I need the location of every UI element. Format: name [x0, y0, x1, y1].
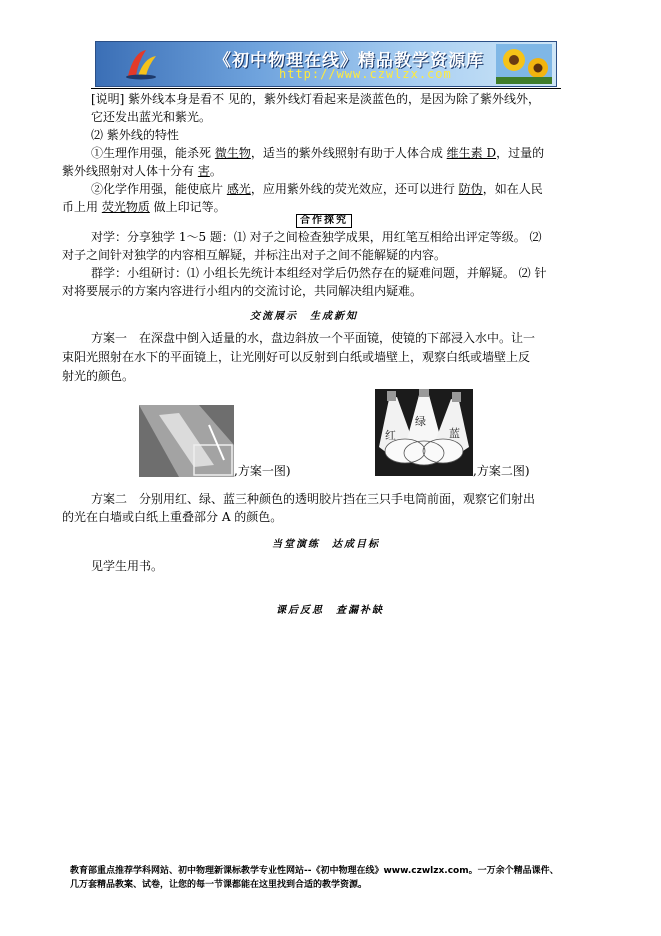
plan1-line-3: 射光的颜色。: [62, 369, 135, 383]
text-run: ，应用紫外线的荧光效应，还可以进行: [250, 182, 459, 196]
physiology-line-1: [91, 145, 544, 162]
text-run: ①生理作用强，能杀死: [91, 146, 215, 160]
duixue-line-2: 对子之间针对独学的内容相互解疑，并标注出对子之间不能解疑的内容。: [62, 248, 447, 262]
section-heading-reflection: 课后反思 查漏补缺: [276, 605, 384, 616]
item2-title: ⑵ 紫外线的特性: [91, 128, 179, 142]
figure1-caption: ,方案一图): [234, 464, 291, 478]
label-blue: 蓝: [449, 427, 460, 440]
see-student-book: 见学生用书。: [91, 559, 164, 573]
blank-answer: 防伪: [458, 182, 483, 196]
text-run: 紫外线照射对人体十分有: [62, 164, 198, 178]
duixue-line-1: 对学：分享独学 1～5 题：⑴ 对子之间检查独学成果，用红笔互相给出评定等级。 ⑵: [91, 230, 542, 244]
note-line-1: [说明] 紫外线本身是看不 见的，紫外线灯看起来是淡蓝色的，是因为除了紫外线外，: [91, 92, 540, 106]
text-run: ②化学作用强，能使底片: [91, 182, 227, 196]
mirror-in-water-image: [139, 405, 234, 477]
text-run: ，如在人民: [482, 182, 543, 196]
text-run: 做上印记等。: [149, 200, 226, 214]
physiology-line-2: [62, 163, 222, 180]
plan1-line-1: 方案一 在深盘中倒入适量的水，盘边斜放一个平面镜，使镜的下部浸入水中。让一: [91, 331, 536, 345]
plan2-photo: [375, 389, 473, 476]
text-run: ，适当的紫外线照射有助于人体合成: [250, 146, 447, 160]
plan1-line-2: 束阳光照射在水下的平面镜上，让光刚好可以反射到白纸或墙壁上，观察白纸或墙壁上反: [62, 350, 531, 364]
text-run: ，过量的: [496, 146, 545, 160]
blank-answer: 感光: [226, 182, 251, 196]
plan2-line-2: 的光在白墙或白纸上重叠部分 A 的颜色。: [62, 510, 283, 524]
three-flashlights-image: [375, 389, 473, 476]
blank-answer: 微生物: [214, 146, 251, 160]
text-run: 。: [209, 164, 222, 178]
banner-url[interactable]: http://www.czwlzx.com: [279, 67, 452, 81]
blank-answer: 害: [197, 164, 210, 178]
chemistry-line-2: [62, 199, 226, 216]
sunflower-icon: [496, 44, 552, 84]
qunxue-line-2: 对将要展示的方案内容进行小组内的交流讨论，共同解决组内疑难。: [62, 284, 423, 298]
chemistry-line-1: [91, 181, 543, 198]
plan2-line-1: 方案二 分别用红、绿、蓝三种颜色的透明胶片挡在三只手电筒前面，观察它们射出: [91, 492, 536, 506]
text-run: 币上用: [62, 200, 102, 214]
label-red: 红: [385, 429, 396, 442]
section-heading-practice: 当堂演练 达成目标: [272, 539, 380, 550]
banner-title: 《初中物理在线》精品教学资源库: [214, 51, 484, 71]
blank-answer: 维生素 D: [446, 146, 497, 160]
qunxue-line-1: 群学：小组研讨：⑴ 小组长先统计本组经对学后仍然存在的疑难问题，并解疑。 ⑵ 针: [91, 266, 547, 280]
footer-line-1: 教育部重点推荐学科网站、初中物理新课标教学专业性网站--《初中物理在线》www.czwlzx.com。一万余个精品课件、: [70, 866, 559, 876]
header-rule: [91, 88, 561, 89]
coop-heading: 合作探究: [296, 214, 352, 228]
site-logo-icon: [124, 48, 158, 80]
label-green: 绿: [415, 415, 426, 428]
header-banner: [95, 41, 557, 87]
plan1-photo: [139, 405, 234, 477]
blank-answer: 荧光物质: [101, 200, 150, 214]
figure2-caption: ,方案二图): [473, 464, 530, 478]
footer-line-2: 几万套精品教案、试卷，让您的每一节课都能在这里找到合适的教学资源。: [70, 880, 368, 890]
note-line-2: 它还发出蓝光和紫光。: [91, 110, 212, 124]
section-heading-exchange: 交流展示 生成新知: [250, 311, 358, 322]
